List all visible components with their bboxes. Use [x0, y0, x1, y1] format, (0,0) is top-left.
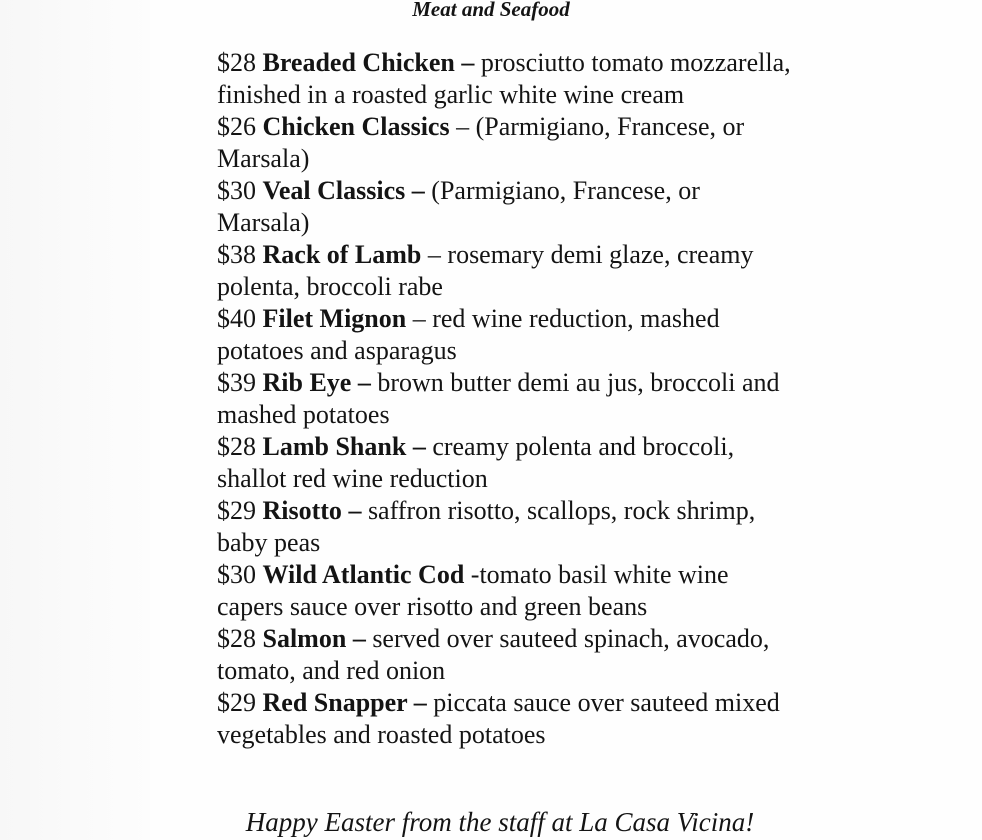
item-price: $26 — [217, 112, 256, 141]
item-name: Rib Eye — [262, 368, 352, 397]
item-name: Veal Classics — [262, 176, 406, 205]
item-name: Lamb Shank — [262, 432, 407, 461]
item-separator: – — [405, 176, 432, 205]
item-name: Wild Atlantic Cod — [262, 560, 465, 589]
item-price: $30 — [217, 176, 256, 205]
item-separator: – — [406, 432, 433, 461]
item-separator: – — [407, 688, 434, 717]
menu-item — [217, 303, 797, 367]
item-separator: – — [421, 240, 448, 269]
item-separator: – — [341, 496, 368, 525]
menu-item — [217, 495, 797, 559]
item-description: saffron risotto, scallops, rock shrimp, baby peas — [217, 496, 756, 557]
item-description: prosciutto tomato mozzarella, finished in a roasted garlic white wine cream — [217, 48, 791, 109]
item-name: Risotto — [262, 496, 342, 525]
menu-item — [217, 559, 797, 623]
item-name: Breaded Chicken — [262, 48, 455, 77]
item-name: Salmon — [262, 624, 347, 653]
menu-item-list — [217, 47, 797, 751]
page-shading — [0, 0, 150, 840]
item-description: rosemary demi glaze, creamy polenta, broccoli rabe — [217, 240, 754, 301]
item-description: piccata sauce over sauteed mixed vegetables and roasted potatoes — [217, 688, 780, 749]
item-separator: - — [464, 560, 480, 589]
item-separator: – — [449, 112, 476, 141]
item-description: tomato basil white wine capers sauce over risotto and green beans — [217, 560, 729, 621]
item-price: $40 — [217, 304, 256, 333]
menu-item — [217, 687, 797, 751]
item-price: $28 — [217, 624, 256, 653]
item-description: (Parmigiano, Francese, or Marsala) — [217, 176, 700, 237]
menu-item — [217, 239, 797, 303]
menu-item — [217, 431, 797, 495]
item-separator: – — [346, 624, 373, 653]
item-description: red wine reduction, mashed potatoes and asparagus — [217, 304, 720, 365]
menu-item — [217, 111, 797, 175]
section-title: Meat and Seafood — [412, 0, 570, 21]
item-name: Filet Mignon — [262, 304, 407, 333]
item-name: Chicken Classics — [262, 112, 450, 141]
item-price: $28 — [217, 432, 256, 461]
item-price: $39 — [217, 368, 256, 397]
item-description: brown butter demi au jus, broccoli and mashed potatoes — [217, 368, 780, 429]
item-price: $28 — [217, 48, 256, 77]
item-description: creamy polenta and broccoli, shallot red wine reduction — [217, 432, 735, 493]
item-name: Rack of Lamb — [262, 240, 422, 269]
item-price: $38 — [217, 240, 256, 269]
item-description: (Parmigiano, Francese, or Marsala) — [217, 112, 745, 173]
item-separator: – — [454, 48, 481, 77]
menu-item — [217, 367, 797, 431]
menu-item — [217, 623, 797, 687]
item-price: $30 — [217, 560, 256, 589]
menu-item — [217, 47, 797, 111]
item-description: served over sauteed spinach, avocado, tomato, and red onion — [217, 624, 770, 685]
item-price: $29 — [217, 496, 256, 525]
item-separator: – — [406, 304, 433, 333]
item-separator: – — [351, 368, 378, 397]
closing-message: Happy Easter from the staff at La Casa Vicina! — [245, 807, 755, 837]
menu-item — [217, 175, 797, 239]
item-name: Red Snapper — [262, 688, 408, 717]
item-price: $29 — [217, 688, 256, 717]
